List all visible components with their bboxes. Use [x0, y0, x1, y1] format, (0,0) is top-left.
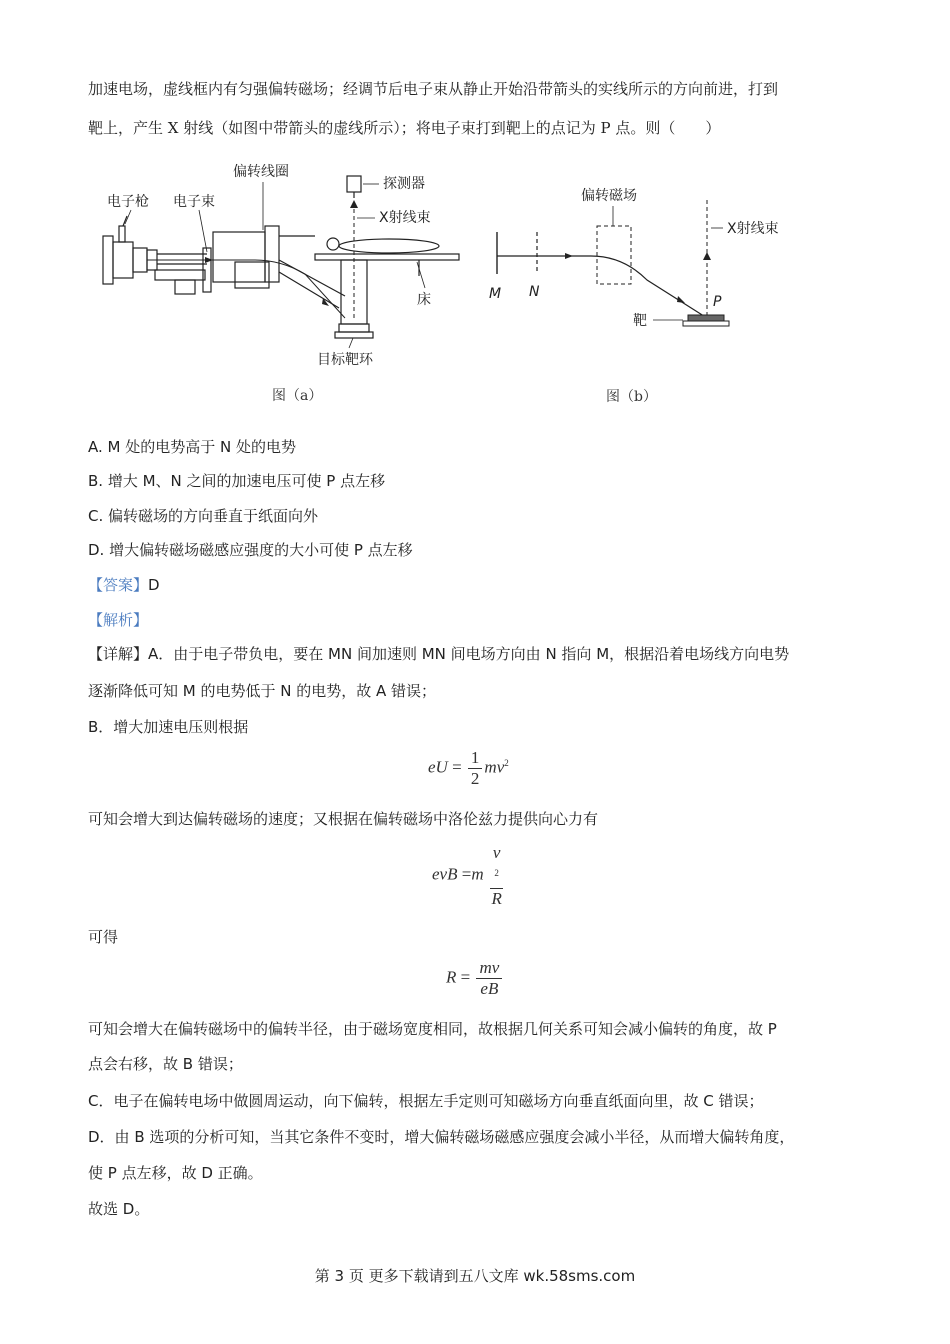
formula-3 [446, 958, 504, 999]
figure-b [485, 180, 815, 340]
f1-den: 2 [470, 769, 480, 788]
formula-1 [428, 748, 509, 789]
f3-den: eB [480, 979, 499, 998]
label-P: P [713, 294, 722, 310]
label-target: 靶 [633, 313, 647, 329]
label-N: N [529, 284, 540, 300]
label-target-ring: 目标靶环 [317, 352, 373, 368]
question-stem-line-2: 靶上，产生 X 射线（如图中带箭头的虚线所示）；将电子束打到靶上的点记为 P 点。则（ ） [88, 119, 721, 137]
label-coil: 偏转线圈 [233, 164, 289, 180]
label-bed: 床 [417, 292, 431, 308]
label-M: M [489, 286, 502, 302]
f1-sup: 2 [504, 757, 509, 768]
get-text: 可得 [88, 928, 119, 946]
detail-b-intro: B．增大加速电压则根据 [88, 718, 249, 736]
label-detector: 探测器 [383, 176, 425, 192]
f1-rhs: mv [484, 757, 505, 777]
f3-eq: = [460, 967, 471, 987]
label-xray-b: X射线束 [727, 221, 779, 237]
detail-d-line-2: 使 P 点左移，故 D 正确。 [88, 1164, 263, 1182]
f3-num: mv [476, 958, 502, 979]
option-d: D. 增大偏转磁场磁感应强度的大小可使 P 点左移 [88, 541, 413, 559]
f2-eq: = [461, 864, 472, 884]
detail-b-line-2: 点会右移，故 B 错误； [88, 1055, 243, 1073]
label-gun: 电子枪 [107, 194, 149, 210]
answer-value: D [148, 576, 160, 594]
conclusion: 故选 D。 [88, 1200, 150, 1218]
detail-d-line-1: D．由 B 选项的分析可知，当其它条件不变时，增大偏转磁场磁感应强度会减小半径，从而增大偏转角度， [88, 1128, 795, 1146]
f2-num: v [492, 843, 501, 862]
f2-den: R [491, 888, 502, 908]
f3-lhs: R [446, 967, 457, 987]
label-beam: 电子束 [173, 194, 215, 210]
f2-sup: 2 [494, 868, 499, 878]
analysis-tag: 【解析】 [88, 611, 149, 629]
label-xray: X射线束 [379, 210, 431, 226]
option-c: C. 偏转磁场的方向垂直于纸面向外 [88, 507, 319, 525]
question-stem-line-1: 加速电场，虚线框内有匀强偏转磁场；经调节后电子束从静止开始沿带箭头的实线所示的方向前进，打到 [88, 80, 779, 98]
f1-eq: = [452, 757, 462, 777]
label-field: 偏转磁场 [581, 188, 637, 204]
f2-lhs: evB [432, 864, 458, 884]
option-b: B. 增大 M、N 之间的加速电压可使 P 点左移 [88, 472, 386, 490]
page-footer: 第 3 页 更多下载请到五八文库 wk.58sms.com [314, 1267, 636, 1285]
detail-a-line-2: 逐渐降低可知 M 的电势低于 N 的电势，故 A 错误； [88, 682, 437, 700]
after-formula-1: 可知会增大到达偏转磁场的速度；又根据在偏转磁场中洛伦兹力提供向心力有 [88, 810, 599, 828]
figure-a [95, 158, 465, 368]
answer-tag: 【答案】 [88, 576, 149, 594]
detail-a-line-1 [88, 643, 789, 665]
f1-num: 1 [468, 748, 483, 769]
caption-a: 图（a） [272, 388, 323, 404]
detail-a-text-1: A．由于电子带负电，要在 MN 间加速则 MN 间电场方向由 N 指向 M，根据沿着电场线方向电势 [148, 645, 790, 663]
answer-line [88, 574, 160, 596]
caption-b: 图（b） [606, 389, 657, 405]
f1-lhs: eU [428, 757, 448, 777]
detail-tag: 【详解】 [88, 645, 149, 663]
f2-m: m [471, 864, 484, 884]
detail-b-line-1: 可知会增大在偏转磁场中的偏转半径，由于磁场宽度相同，故根据几何关系可知会减小偏转的角度，故 P [88, 1020, 777, 1038]
option-a: A. M 处的电势高于 N 处的电势 [88, 438, 297, 456]
detail-c-line: C．电子在偏转电场中做圆周运动，向下偏转，根据左手定则可知磁场方向垂直纸面向里，故 C 错误； [88, 1092, 764, 1110]
formula-2 [432, 843, 505, 909]
